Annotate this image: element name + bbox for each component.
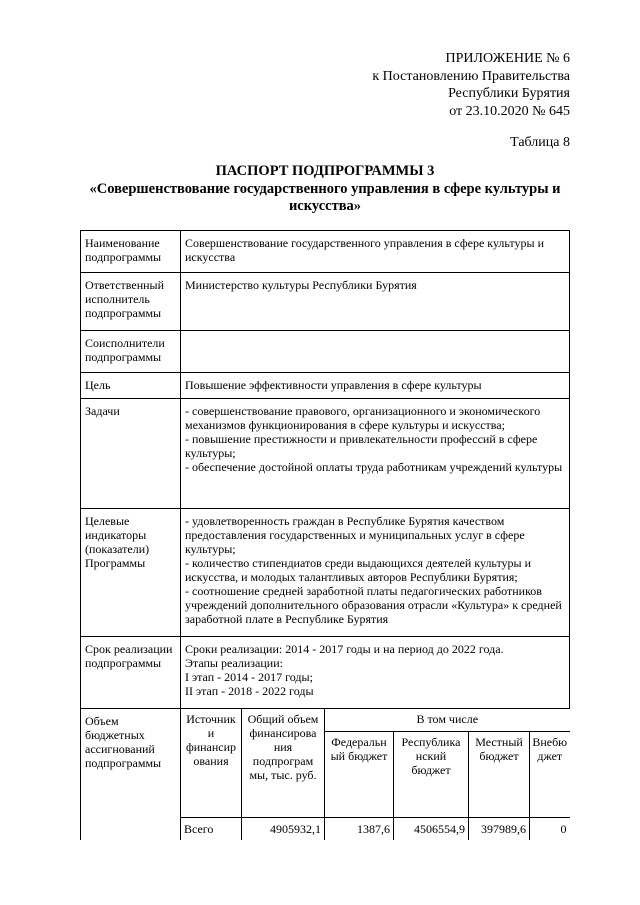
list-item: - количество стипендиатов среди выдающихся деятелей культуры и искусства, и молодых талантливых авторов Республики Бурятия; bbox=[185, 556, 532, 584]
appendix-date: от 23.10.2020 № 645 bbox=[449, 103, 570, 119]
list-item: - соотношение средней заработной платы педагогических работников учреждений дополнительного образования отрасли «Культура» к средней заработной плате в Республике Бурятия bbox=[185, 584, 562, 626]
list-item: Этапы реализации: bbox=[185, 656, 283, 670]
passport-title bbox=[80, 163, 570, 216]
cell-total: 4905932,1 bbox=[242, 817, 325, 840]
table-row bbox=[81, 373, 570, 399]
list-item: I этап - 2014 - 2017 годы; bbox=[185, 670, 313, 684]
passport-title-line1: ПАСПОРТ ПОДПРОГРАММЫ 3 bbox=[215, 163, 435, 179]
appendix-number: ПРИЛОЖЕНИЕ № 6 bbox=[445, 51, 570, 66]
row-value bbox=[181, 331, 570, 373]
row-value bbox=[181, 509, 570, 637]
col-header-local: Местный бюджет bbox=[469, 731, 530, 817]
table-row bbox=[81, 231, 570, 273]
budget-table bbox=[181, 709, 570, 840]
table-row bbox=[81, 637, 570, 709]
list-item: II этап - 2018 - 2022 годы bbox=[185, 684, 314, 698]
row-value: Повышение эффективности управления в сфере культуры bbox=[181, 373, 570, 399]
row-label: Срок реализации подпрограммы bbox=[81, 637, 181, 709]
col-header-including: В том числе bbox=[325, 709, 570, 731]
list-item: - удовлетворенность граждан в Республике Бурятия качеством предоставления государственных и муниципальных услуг в сфере культуры; bbox=[185, 514, 525, 556]
table-row bbox=[181, 709, 570, 731]
table-row bbox=[81, 709, 570, 840]
passport-title-line2: «Совершенствование государственного управления в сфере культуры и искусства» bbox=[89, 180, 561, 214]
cell-federal: 1387,6 bbox=[325, 817, 394, 840]
table-row bbox=[81, 399, 570, 509]
cell-local: 397989,6 bbox=[469, 817, 530, 840]
appendix-gov: Республики Бурятия bbox=[448, 86, 570, 101]
col-header-total: Общий объем финансирова ния подпрограм мы, тыс. руб. bbox=[242, 709, 325, 817]
cell-republic: 4506554,9 bbox=[394, 817, 469, 840]
row-label: Цель bbox=[81, 373, 181, 399]
col-header-federal: Федеральн ый бюджет bbox=[325, 731, 394, 817]
list-item: Сроки реализации: 2014 - 2017 годы и на период до 2022 года. bbox=[185, 642, 504, 656]
table-row bbox=[181, 817, 570, 840]
table-number: Таблица 8 bbox=[510, 135, 570, 150]
col-header-source: Источник и финансир ования bbox=[181, 709, 242, 817]
row-value: Министерство культуры Республики Бурятия bbox=[181, 273, 570, 331]
table-row bbox=[81, 273, 570, 331]
row-label: Ответственный исполнитель подпрограммы bbox=[81, 273, 181, 331]
col-header-republic: Республика нский бюджет bbox=[394, 731, 469, 817]
budget-cell bbox=[181, 709, 570, 840]
cell-extra: 0 bbox=[530, 817, 570, 840]
passport-table bbox=[80, 230, 570, 840]
list-item: - обеспечение достойной оплаты труда работникам учреждений культуры bbox=[185, 460, 563, 474]
cell-source: Всего bbox=[181, 817, 242, 840]
row-label: Объем бюджетных ассигнований подпрограммы bbox=[81, 709, 181, 840]
row-value bbox=[181, 637, 570, 709]
document-header bbox=[372, 50, 570, 120]
table-row bbox=[81, 331, 570, 373]
row-value bbox=[181, 399, 570, 509]
table-row bbox=[81, 509, 570, 637]
row-label: Задачи bbox=[81, 399, 181, 509]
row-label: Целевые индикаторы (показатели) Программы bbox=[81, 509, 181, 637]
appendix-ref: к Постановлению Правительства bbox=[372, 68, 570, 84]
row-value: Совершенствование государственного управления в сфере культуры и искусства bbox=[181, 231, 570, 273]
col-header-extra: Внебю джет bbox=[530, 731, 570, 817]
list-item: - совершенствование правового, организационного и экономического механизмов функционирования в сфере культуры и искусства; bbox=[185, 404, 541, 432]
row-label: Наименование подпрограммы bbox=[81, 231, 181, 273]
row-label: Соисполнители подпрограммы bbox=[81, 331, 181, 373]
list-item: - повышение престижности и привлекательности профессий в сфере культуры; bbox=[185, 432, 538, 460]
